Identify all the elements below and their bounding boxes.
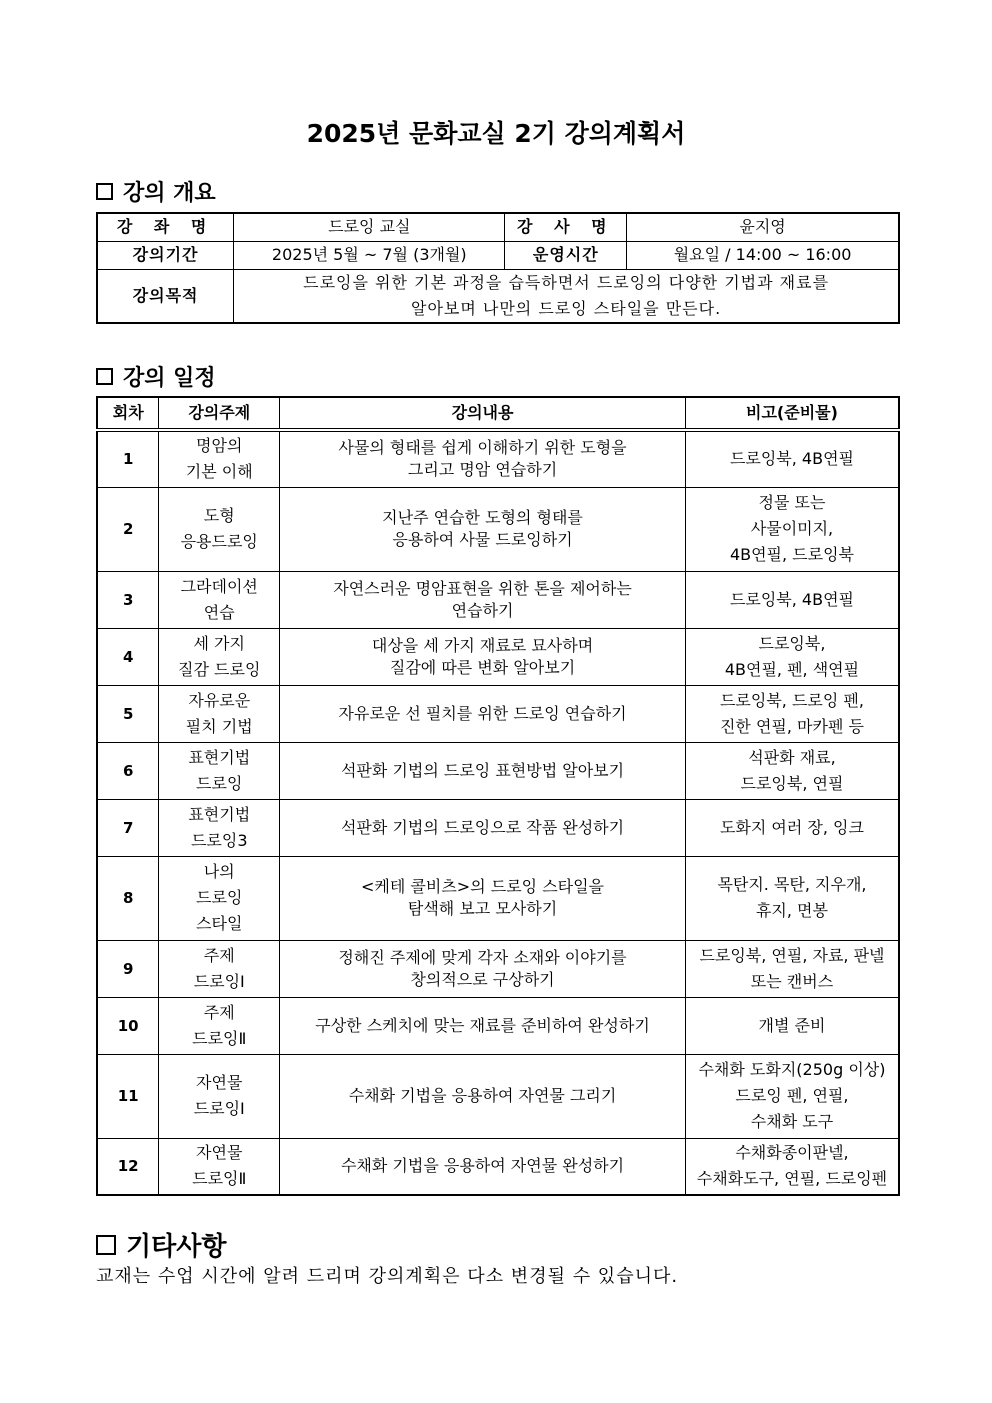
session-note-line: 드로잉북, 연필, 자료, 판넬 — [699, 945, 885, 965]
course-name-value: 드로잉 교실 — [234, 213, 505, 241]
instructor-value: 윤지영 — [627, 213, 899, 241]
session-topic-line: 명암의 — [196, 436, 243, 456]
session-topic — [159, 799, 280, 856]
session-note — [685, 997, 899, 1054]
session-number: 3 — [97, 571, 159, 628]
session-note-line: 또는 캔버스 — [750, 971, 834, 991]
session-content-line: 수채화 기법을 응용하여 자연물 그리기 — [348, 1086, 617, 1105]
session-content — [280, 856, 686, 940]
session-number: 5 — [97, 685, 159, 742]
session-topic-line: 드로잉 — [196, 773, 243, 793]
header-session: 회차 — [97, 397, 159, 430]
schedule-row — [97, 487, 899, 571]
period-label: 강의기간 — [97, 241, 234, 269]
session-topic — [159, 685, 280, 742]
session-content-line: 정해진 주제에 맞게 각자 소재와 이야기를 — [338, 947, 627, 967]
session-note — [685, 685, 899, 742]
session-content — [280, 997, 686, 1054]
schedule-table — [96, 396, 900, 1196]
session-topic — [159, 940, 280, 997]
session-topic-line: 도형 — [203, 506, 235, 525]
header-note: 비고(준비물) — [685, 397, 899, 430]
session-topic — [159, 1138, 280, 1195]
session-topic-line: 나의 — [203, 862, 235, 881]
session-content-line: 자연스러운 명암표현을 위한 톤을 제어하는 — [333, 578, 632, 598]
session-topic-line: 연습 — [203, 602, 235, 622]
session-topic-line: 기본 이해 — [185, 462, 253, 482]
session-content-line: 수채화 기법을 응용하여 자연물 완성하기 — [340, 1156, 625, 1176]
session-topic-line: 드로잉Ⅰ — [193, 971, 245, 991]
session-content — [280, 571, 686, 628]
session-number: 6 — [97, 742, 159, 799]
purpose-label: 강의목적 — [97, 269, 234, 323]
session-topic-line: 드로잉3 — [190, 830, 248, 850]
session-content-line: 응용하여 사물 드로잉하기 — [392, 530, 573, 549]
session-number: 10 — [97, 997, 159, 1054]
page-title: 2025년 문화교실 2기 강의계획서 — [306, 119, 686, 148]
etc-heading — [96, 1226, 226, 1263]
purpose-line-2: 알아보며 나만의 드로잉 스타일을 만든다. — [410, 298, 722, 318]
hours-value: 월요일 / 14:00 ~ 16:00 — [627, 241, 899, 269]
session-content-line: 그리고 명암 연습하기 — [407, 460, 558, 480]
session-topic-line: 드로잉 — [196, 888, 243, 907]
schedule-row — [97, 799, 899, 856]
session-topic-line: 스타일 — [196, 914, 243, 933]
session-content-line: 구상한 스케치에 맞는 재료를 준비하여 완성하기 — [315, 1015, 650, 1035]
session-topic-line: 주제 — [203, 1002, 235, 1022]
session-note — [685, 628, 899, 685]
session-number: 2 — [97, 487, 159, 571]
session-number: 11 — [97, 1054, 159, 1138]
session-content-line: <케테 콜비츠>의 드로잉 스타일을 — [361, 877, 605, 896]
session-topic-line: 드로잉Ⅱ — [192, 1169, 247, 1189]
session-content — [280, 487, 686, 571]
session-note — [685, 571, 899, 628]
session-note-line: 드로잉북, — [758, 633, 826, 653]
schedule-body — [97, 430, 899, 1195]
overview-table — [96, 212, 900, 324]
session-content-line: 사물의 형태를 쉽게 이해하기 위한 도형을 — [338, 438, 627, 458]
session-topic-line: 자유로운 — [188, 690, 251, 710]
course-name-label: 강 좌 명 — [97, 213, 234, 241]
schedule-row — [97, 856, 899, 940]
session-topic-line: 표현기법 — [188, 747, 251, 767]
session-note-line: 개별 준비 — [758, 1015, 826, 1035]
session-content-line: 자유로운 선 필치를 위한 드로잉 연습하기 — [338, 703, 627, 723]
schedule-heading — [96, 361, 216, 392]
header-topic: 강의주제 — [159, 397, 280, 430]
session-topic-line: 자연물 — [196, 1143, 243, 1163]
session-note-line: 4B연필, 드로잉북 — [729, 545, 855, 564]
session-note-line: 드로잉 펜, 연필, — [735, 1086, 849, 1105]
session-topic-line: 세 가지 — [193, 633, 245, 653]
session-note — [685, 742, 899, 799]
hours-label: 운영시간 — [505, 241, 627, 269]
session-note-line: 정물 또는 — [758, 493, 826, 512]
schedule-heading-text: 강의 일정 — [123, 366, 216, 391]
session-note-line: 드로잉북, 드로잉 펜, — [719, 690, 864, 710]
session-content-line: 질감에 따른 변화 알아보기 — [389, 657, 576, 677]
session-content-line: 석판화 기법의 드로잉으로 작품 완성하기 — [340, 817, 625, 837]
session-note-line: 수채화도구, 연필, 드로잉펜 — [696, 1169, 888, 1189]
session-topic-line: 드로잉Ⅰ — [193, 1099, 245, 1118]
session-topic-line: 표현기법 — [188, 804, 251, 824]
schedule-row — [97, 1054, 899, 1138]
session-content-line: 석판화 기법의 드로잉 표현방법 알아보기 — [340, 760, 625, 780]
schedule-row — [97, 685, 899, 742]
session-note-line: 사물이미지, — [750, 519, 834, 538]
purpose-value — [234, 269, 899, 323]
overview-heading — [96, 176, 216, 207]
session-topic-line: 질감 드로잉 — [178, 659, 261, 679]
checkbox-square-icon — [96, 1235, 116, 1255]
session-topic — [159, 628, 280, 685]
session-note-line: 수채화종이판넬, — [735, 1143, 849, 1163]
checkbox-square-icon — [96, 368, 113, 385]
session-content-line: 탐색해 보고 모사하기 — [407, 899, 558, 918]
session-topic-line: 그라데이션 — [180, 576, 258, 596]
schedule-row — [97, 628, 899, 685]
etc-heading-text: 기타사항 — [126, 1232, 227, 1262]
session-note-line: 수채화 도구 — [750, 1112, 834, 1131]
session-topic — [159, 997, 280, 1054]
session-content-line: 연습하기 — [451, 600, 514, 620]
session-content-line: 대상을 세 가지 재료로 묘사하며 — [371, 635, 594, 655]
session-content — [280, 799, 686, 856]
session-number: 7 — [97, 799, 159, 856]
session-note — [685, 1138, 899, 1195]
session-note-line: 도화지 여러 장, 잉크 — [719, 817, 864, 837]
session-topic-line: 자연물 — [196, 1073, 243, 1092]
session-topic-line: 드로잉Ⅱ — [192, 1028, 247, 1048]
session-content-line: 창의적으로 구상하기 — [410, 969, 555, 989]
period-value: 2025년 5월 ~ 7월 (3개월) — [234, 241, 505, 269]
session-number: 9 — [97, 940, 159, 997]
session-number: 12 — [97, 1138, 159, 1195]
session-note-line: 드로잉북, 4B연필 — [729, 589, 855, 609]
session-content — [280, 685, 686, 742]
session-note-line: 드로잉북, 연필 — [740, 773, 844, 793]
session-note-line: 4B연필, 펜, 색연필 — [724, 659, 860, 679]
session-topic — [159, 742, 280, 799]
session-content — [280, 940, 686, 997]
session-topic-line: 응용드로잉 — [180, 532, 258, 551]
session-topic-line: 필치 기법 — [185, 716, 253, 736]
session-number: 4 — [97, 628, 159, 685]
checkbox-square-icon — [96, 183, 113, 200]
session-topic-line: 주제 — [203, 945, 235, 965]
session-note — [685, 856, 899, 940]
session-note — [685, 1054, 899, 1138]
schedule-row — [97, 997, 899, 1054]
schedule-row — [97, 430, 899, 487]
session-content — [280, 742, 686, 799]
session-content-line: 지난주 연습한 도형의 형태를 — [382, 508, 583, 527]
session-note — [685, 430, 899, 487]
schedule-row — [97, 1138, 899, 1195]
session-topic — [159, 856, 280, 940]
etc-note: 교재는 수업 시간에 알려 드리며 강의계획은 다소 변경될 수 있습니다. — [96, 1266, 679, 1287]
schedule-row — [97, 571, 899, 628]
session-topic — [159, 487, 280, 571]
header-content: 강의내용 — [280, 397, 686, 430]
overview-heading-text: 강의 개요 — [123, 181, 216, 206]
session-content — [280, 430, 686, 487]
session-content — [280, 1138, 686, 1195]
session-topic — [159, 430, 280, 487]
schedule-row — [97, 742, 899, 799]
session-note-line: 석판화 재료, — [748, 747, 836, 767]
session-note — [685, 940, 899, 997]
session-note-line: 목탄지. 목탄, 지우개, — [717, 875, 867, 894]
session-topic — [159, 1054, 280, 1138]
session-note-line: 드로잉북, 4B연필 — [729, 449, 855, 469]
session-content — [280, 628, 686, 685]
session-note-line: 휴지, 면봉 — [755, 901, 828, 920]
session-note — [685, 487, 899, 571]
session-note-line: 수채화 도화지(250g 이상) — [698, 1060, 886, 1079]
session-topic — [159, 571, 280, 628]
session-content — [280, 1054, 686, 1138]
purpose-line-1: 드로잉을 위한 기본 과정을 습득하면서 드로잉의 다양한 기법과 재료를 — [303, 272, 830, 292]
session-note-line: 진한 연필, 마카펜 등 — [719, 716, 864, 736]
session-number: 8 — [97, 856, 159, 940]
session-number: 1 — [97, 430, 159, 487]
session-note — [685, 799, 899, 856]
schedule-row — [97, 940, 899, 997]
instructor-label: 강 사 명 — [505, 213, 627, 241]
